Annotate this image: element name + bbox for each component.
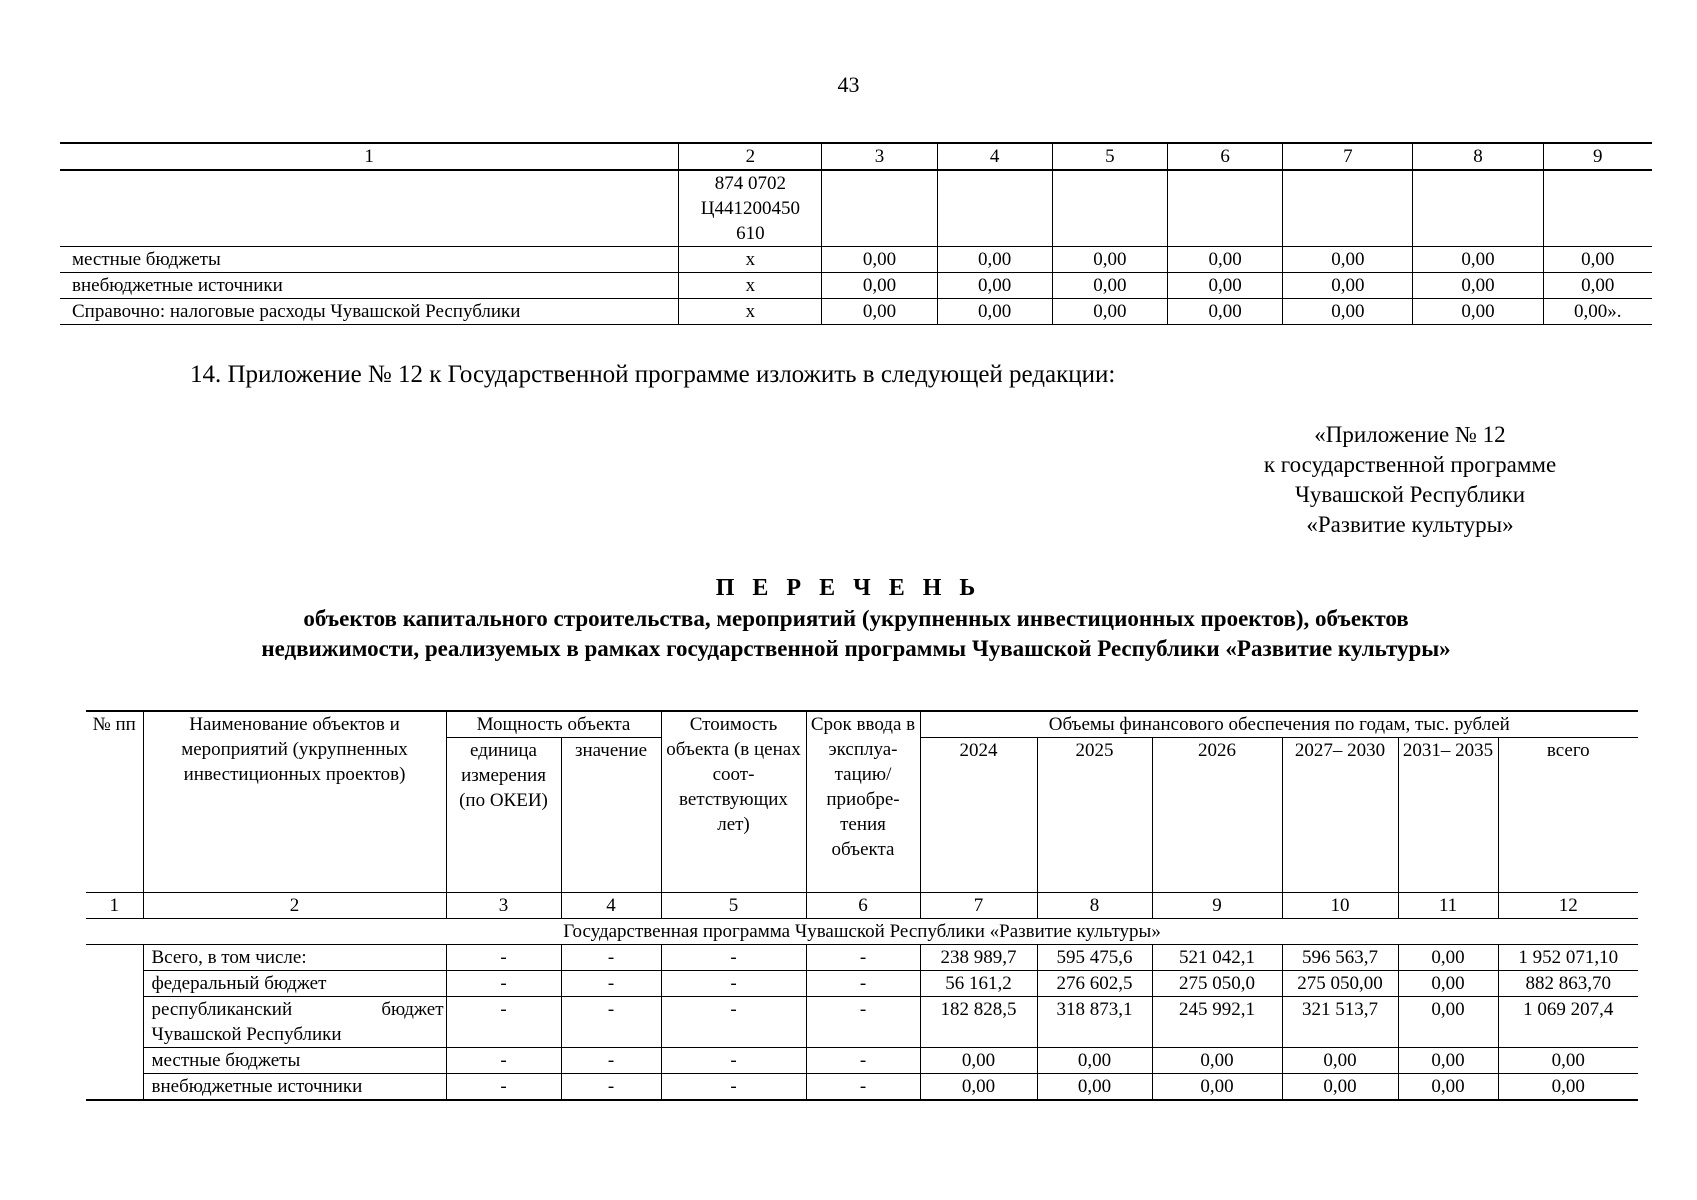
table-row	[60, 299, 1652, 325]
value-cell: 321 513,7	[1282, 997, 1398, 1048]
dash-cell: -	[806, 1074, 920, 1101]
num-cell	[86, 1074, 143, 1101]
value-cell	[1413, 170, 1543, 247]
dash-cell: -	[661, 945, 806, 971]
dash-cell: -	[661, 1074, 806, 1101]
column-number: 7	[920, 893, 1037, 919]
page-number: 43	[837, 72, 860, 97]
code-cell: х	[679, 299, 822, 325]
header-value: значение	[561, 738, 661, 893]
section-title: Государственная программа Чувашской Республики «Развитие культуры»	[86, 919, 1638, 945]
column-number: 8	[1037, 893, 1152, 919]
header-name: Наименование объектов и мероприятий (укрупненных инвестиционных проектов)	[143, 711, 446, 893]
value-cell: 0,00».	[1543, 299, 1652, 325]
value-cell	[1543, 170, 1652, 247]
value-cell: 0,00	[822, 299, 937, 325]
header-term: Срок ввода в эксплуа-тацию/ приобре-тения объекта	[806, 711, 920, 893]
column-number: 10	[1282, 893, 1398, 919]
value-cell: 0,00	[1413, 273, 1543, 299]
dash-cell: -	[561, 945, 661, 971]
label-cell: местные бюджеты	[60, 247, 679, 273]
value-cell: 0,00	[937, 273, 1052, 299]
label-cell	[60, 170, 679, 247]
table-row	[60, 273, 1652, 299]
dash-cell: -	[806, 1048, 920, 1074]
value-cell: 0,00	[937, 247, 1052, 273]
value-cell: 0,00	[1152, 1074, 1282, 1101]
value-cell: 0,00	[1283, 299, 1413, 325]
appendix-block	[1150, 420, 1670, 540]
dash-cell: -	[806, 945, 920, 971]
dash-cell: -	[561, 997, 661, 1048]
column-number: 11	[1398, 893, 1498, 919]
value-cell: 182 828,5	[920, 997, 1037, 1048]
value-cell: 0,00	[1413, 299, 1543, 325]
value-cell: 0,00	[1398, 971, 1498, 997]
main-table	[86, 710, 1638, 1101]
value-cell: 275 050,0	[1152, 971, 1282, 997]
value-cell	[1052, 170, 1167, 247]
dash-cell: -	[446, 971, 561, 997]
code-cell: х	[679, 247, 822, 273]
label-cell: Всего, в том числе:	[143, 945, 446, 971]
column-number: 3	[446, 893, 561, 919]
table-row	[86, 971, 1638, 997]
value-cell: 0,00	[1498, 1048, 1638, 1074]
value-cell: 275 050,00	[1282, 971, 1398, 997]
value-cell: 0,00	[822, 247, 937, 273]
value-cell: 521 042,1	[1152, 945, 1282, 971]
value-cell: 0,00	[1282, 1074, 1398, 1101]
value-cell: 0,00	[1398, 997, 1498, 1048]
value-cell: 0,00	[920, 1074, 1037, 1101]
num-cell	[86, 997, 143, 1048]
value-cell: 0,00	[1398, 1048, 1498, 1074]
dash-cell: -	[806, 971, 920, 997]
value-cell: 0,00	[1037, 1074, 1152, 1101]
column-number: 4	[561, 893, 661, 919]
dash-cell: -	[661, 997, 806, 1048]
value-cell: 0,00	[1543, 273, 1652, 299]
value-cell: 0,00	[1152, 1048, 1282, 1074]
section-row	[86, 919, 1638, 945]
value-cell	[1168, 170, 1283, 247]
value-cell: 0,00	[1037, 1048, 1152, 1074]
value-cell: 0,00	[1498, 1074, 1638, 1101]
code-line: 610	[736, 223, 765, 244]
code-cell	[679, 170, 822, 247]
dash-cell: -	[561, 1074, 661, 1101]
column-number: 5	[661, 893, 806, 919]
header-cell: 4	[937, 143, 1052, 170]
column-number: 9	[1152, 893, 1282, 919]
header-capacity: Мощность объекта	[446, 711, 661, 738]
header-unit: единица измерения (по ОКЕИ)	[446, 738, 561, 893]
header-row	[86, 711, 1638, 738]
appendix-line: Чувашской Республики	[1294, 482, 1526, 507]
header-year: 2024	[920, 738, 1037, 893]
header-year: 2025	[1037, 738, 1152, 893]
header-cell: 7	[1283, 143, 1413, 170]
table-row	[86, 997, 1638, 1048]
value-cell: 595 475,6	[1037, 945, 1152, 971]
value-cell: 245 992,1	[1152, 997, 1282, 1048]
column-number: 6	[806, 893, 920, 919]
value-cell: 276 602,5	[1037, 971, 1152, 997]
header-cell: 3	[822, 143, 937, 170]
column-number: 2	[143, 893, 446, 919]
dash-cell: -	[661, 971, 806, 997]
appendix-line: «Развитие культуры»	[1306, 512, 1514, 537]
value-cell: 0,00	[937, 299, 1052, 325]
value-cell: 0,00	[1283, 273, 1413, 299]
label-cell: внебюджетные источники	[60, 273, 679, 299]
header-cell: 1	[60, 143, 679, 170]
continuation-table	[60, 142, 1652, 325]
num-cell	[86, 971, 143, 997]
label-cell: внебюджетные источники	[143, 1074, 446, 1101]
dash-cell: -	[446, 1074, 561, 1101]
value-cell: 0,00	[1398, 945, 1498, 971]
value-cell: 0,00	[1543, 247, 1652, 273]
value-cell: 0,00	[1052, 247, 1167, 273]
value-cell: 0,00	[1168, 273, 1283, 299]
value-cell	[822, 170, 937, 247]
value-cell: 596 563,7	[1282, 945, 1398, 971]
header-year: 2027– 2030	[1282, 738, 1398, 893]
header-year: 2026	[1152, 738, 1282, 893]
table-row	[86, 945, 1638, 971]
table-row	[86, 1074, 1638, 1101]
value-cell: 0,00	[1052, 299, 1167, 325]
amendment-paragraph: 14. Приложение № 12 к Государственной программе изложить в следующей редакции:	[190, 361, 1116, 388]
num-cell	[86, 1048, 143, 1074]
column-number: 12	[1498, 893, 1638, 919]
num-cell	[86, 945, 143, 971]
value-cell: 0,00	[920, 1048, 1037, 1074]
value-cell	[937, 170, 1052, 247]
column-number-row	[86, 893, 1638, 919]
code-cell: х	[679, 273, 822, 299]
label-cell: республиканский бюджет Чувашской Республики	[143, 997, 446, 1048]
value-cell: 1 069 207,4	[1498, 997, 1638, 1048]
appendix-line: к государственной программе	[1263, 452, 1557, 477]
header-cost: Стоимость объекта (в ценах соот-ветствующих лет)	[661, 711, 806, 893]
table-row	[86, 1048, 1638, 1074]
dash-cell: -	[446, 945, 561, 971]
appendix-line: «Приложение № 12	[1314, 422, 1506, 447]
value-cell: 0,00	[1168, 247, 1283, 273]
value-cell: 0,00	[1052, 273, 1167, 299]
dash-cell: -	[446, 1048, 561, 1074]
value-cell: 0,00	[1413, 247, 1543, 273]
column-number-row	[60, 143, 1652, 170]
header-num: № пп	[86, 711, 143, 893]
subtitle-line: недвижимости, реализуемых в рамках государственной программы Чувашской Республики «Развитие культуры»	[261, 636, 1451, 661]
value-cell: 56 161,2	[920, 971, 1037, 997]
value-cell: 0,00	[822, 273, 937, 299]
dash-cell: -	[561, 971, 661, 997]
header-cell: 9	[1543, 143, 1652, 170]
table-row	[60, 247, 1652, 273]
document-subtitle	[60, 604, 1652, 664]
code-line: 874 0702	[714, 173, 786, 194]
dash-cell: -	[661, 1048, 806, 1074]
document-title: П Е Р Е Ч Е Н Ь	[715, 575, 982, 601]
value-cell: 882 863,70	[1498, 971, 1638, 997]
header-year: 2031– 2035	[1398, 738, 1498, 893]
value-cell: 0,00	[1168, 299, 1283, 325]
value-cell	[1283, 170, 1413, 247]
subtitle-line: объектов капитального строительства, мероприятий (укрупненных инвестиционных проектов), объектов	[303, 606, 1409, 631]
value-cell: 0,00	[1398, 1074, 1498, 1101]
table-row	[60, 170, 1652, 247]
code-line: Ц441200450	[700, 198, 800, 219]
header-cell: 8	[1413, 143, 1543, 170]
value-cell: 0,00	[1282, 1048, 1398, 1074]
dash-cell: -	[806, 997, 920, 1048]
header-cell: 2	[679, 143, 822, 170]
label-cell: местные бюджеты	[143, 1048, 446, 1074]
value-cell: 0,00	[1283, 247, 1413, 273]
column-number: 1	[86, 893, 143, 919]
header-cell: 6	[1168, 143, 1283, 170]
label-cell: Справочно: налоговые расходы Чувашской Республики	[60, 299, 679, 325]
dash-cell: -	[446, 997, 561, 1048]
value-cell: 318 873,1	[1037, 997, 1152, 1048]
header-year: всего	[1498, 738, 1638, 893]
dash-cell: -	[561, 1048, 661, 1074]
header-funding: Объемы финансового обеспечения по годам, тыс. рублей	[920, 711, 1638, 738]
value-cell: 1 952 071,10	[1498, 945, 1638, 971]
label-cell: федеральный бюджет	[143, 971, 446, 997]
header-cell: 5	[1052, 143, 1167, 170]
value-cell: 238 989,7	[920, 945, 1037, 971]
